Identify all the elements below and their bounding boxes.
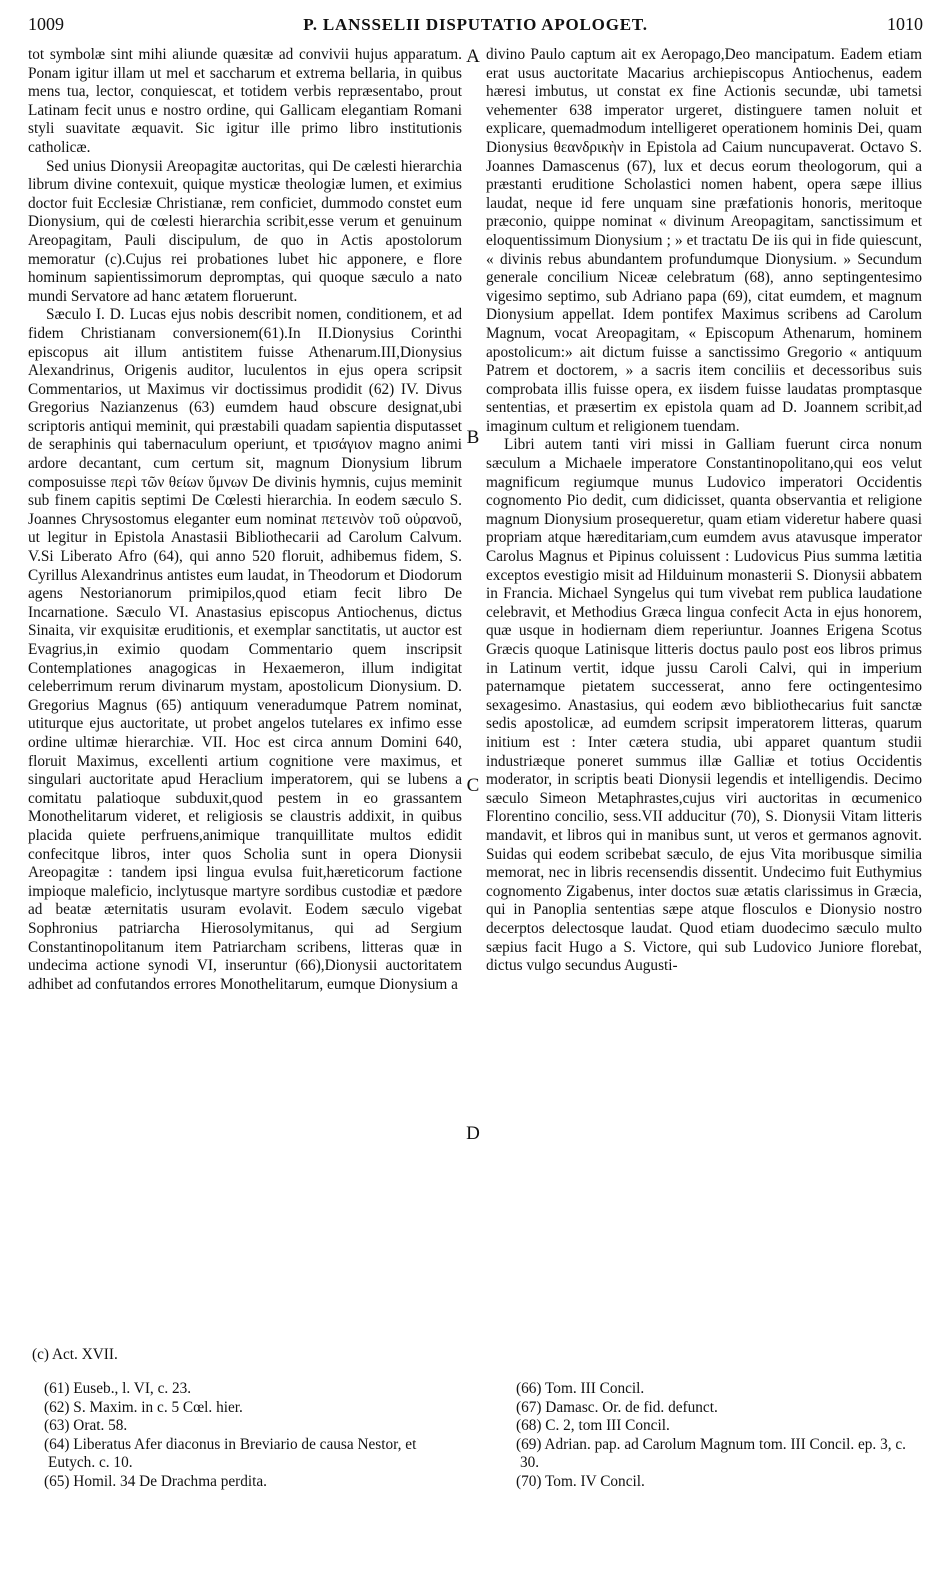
paragraph: divino Paulo captum ait ex Aeropago,Deo mancipatum. Eadem etiam erat usus auctoritate Macarius archiepiscopus Antiochenus, eadem hæresi imbutus, ut constat ex fine Actionis secundæ, ubi tametsi vehementer 638 imperator urgeret, distinguere tamen noluit et explicare, quemadmodum intelligeret operationem hominis Dei, quam Dionysius θεανδρικὴν in Epistola ad Caium nuncupaverat. Octavo S. Joannes Damascenus (67), lux et decus eorum theologorum, qui a præstanti eruditione Scholastici nomen habent, opera sæpe illius laudat, neque id fere unquam sine præfationis honoris, meritoque præconio, quippe nominat « divinum Areopagitam, sanctissimum et eloquentissimum Dionysium ; » et tractatu De iis qui in fide quiescunt, « divinis rebus abundantem profundumque Dionysium. » Secundum generale concilium Niceæ celebratum (68), anno septingentesimo vigesimo septimo, sub Adriano papa (69), citat eumdem, et magnum Dionysium appellat. Idem pontifex Maximus scribens ad Carolum Magnum, vocat Areopagitam, « Episcopum Athenarum, hominem apostolicum:» ait dictum fuisse a sanctissimo Gregorio « antiquum Patrem et doctorem, » a sacris item conciliis et decessoribus suis comprobata illis fuisse opera, ex iisdem fuisse laudatas promptasque sententias, et præsertim ex epistola quam ad D. Joannem scribit,ad imaginum cultum et religionem tuendam. [486,46,922,435]
paragraph: Sed unius Dionysii Areopagitæ auctoritas, qui De cælesti hierarchia librum divine contexuit, quique mysticæ theologiæ lumen, et eximius doctor fuit Ecclesiæ Christianæ, rem conficiet, dummodo constet eum Dionysium, qui de cœlesti hierarchia scribit,esse verum et genuinum Areopagitam, Pauli discipulum, de quo in Actis apostolorum memoratur (c).Cujus rei probationes lubet hic apponere, e flore hominum sapientissimorum depromptas, qui quoque sæculo a nato mundi Servatore ad hanc ætatem floruerunt. [28,157,462,305]
marginal-note-c: (c) Act. XVII. [32,1346,118,1363]
footnote: (68) C. 2, tom III Concil. [516,1417,670,1435]
page-number-right: 1010 [887,14,923,34]
column-marker-a: A [466,46,480,67]
paragraph: Sæculo I. D. Lucas ejus nobis describit nomen, conditionem, et ad fidem Christianam conversionem(61).In II.Dionysius Corinthi episcopus ait illum antistitem fuisse Athenarum.III,Dionysius Alexandrinus, Origenis auditor, luculentos in ejus opera scripsit Commentarios, ut Maximus vir doctissimus prodidit (62) IV. Divus Gregorius Nazianzenus (63) eumdem haud obscure designat,ubi scriptoris antiqui meminit, qui præstabili quadam sapientia disputasset de seraphinis qui tabernaculum operiunt, et τρισάγιον magno animi ardore decantant, cum certum sit, magnum Dionysium librum composuisse περὶ τῶν θείων ὕμνων De divinis hymnis, cujus meminit sub finem capitis septimi De Cœlesti hierarchia. In eodem sæculo S. Joannes Chrysostomus eleganter eum nominat πετεινὸν τοῦ οὐρανοῦ, ut legitur in Epistola Anastasii Bibliothecarii ad Carolum Calvum. V.Si Liberato Afro (64), qui anno 520 floruit, adhibemus fidem, S. Cyrillus Alexandrinus antistes eum laudat, in Theodorum et Diodorum agens Nestorianorum primipilos,quod etiam fecit libro De Incarnatione. Sæculo VI. Anastasius episcopus Antiochenus, dictus Sinaita, vir exquisitæ eruditionis, et exemplar sanctitatis, ut auctor est Evagrius,in eximio quodam Commentario quem inscripsit Contemplationes anagogicas in Hexaemeron, illum indigitat celeberrimum rerum divinarum mystam, apostolicum Dionysium. D. Gregorius Magnus (65) antiquum veneradumque Patrem nominat, utiturque ejus auctoritate, ut probet angelos tutelares ex infimo esse ordine ultimæ hierarchiæ. VII. Hoc est circa annum Domini 640, floruit Maximus, excellenti artium cognitione vere maximus, et singulari auctoritate apud Heraclium imperatorem, qui se lubens a comitatu palatioque subduxit,quod pestem in eo grassantem Monothelitarum videret, et religiosis se claustris addixit, in quibus placida quiete perfruens,animique tranquillitate multos edidit confecitque libros, inter quos Scholia sunt in opera Dionysii Areopagitæ : tandem ipsi lingua evulsa fuit,hæreticorum factione impioque maleficio, inclytusque martyre sordibus custodiæ et pædore ad beatæ æternitatis usuram evolavit. Eodem sæculo vigebat Sophronius patriarcha Hierosolymitanus, qui ad Sergium Constantinopolitanum item Patriarcham scribens, litteras quæ in undecima actione synodi VI, inseruntur (66),Dionysii auctoritatem adhibet ad confutandos errores Monothelitarum, eumque Dionysium a [28,306,462,993]
footnote: (62) S. Maxim. in c. 5 Cœl. hier. [44,1398,243,1416]
column-marker-d: D [466,1123,480,1144]
column-marker-c: C [466,775,480,796]
paragraph: tot symbolæ sint mihi aliunde quæsitæ ad convivii hujus apparatum. Ponam igitur illam ut mel et saccharum et extrema bellaria, in quibus mens tua, lector, conquiescat, et totidem verbis repræsentabo, prout Latinam fecit unus e nostro ordine, qui Gallicam elegantiam Romani styli suavitate æquavit. Sic igitur ille primo libro institutionis catholicæ. [28,46,462,156]
paragraph: Libri autem tanti viri missi in Galliam fuerunt circa nonum sæculum a Michaele imperatore Constantinopolitano,qui eos velut magnificum regiumque munus Ludovico imperatori Occidentis cognomento Pio dedit, cum didicisset, quanta observantia et religione magnum Dionysium prosequeretur, quam etiam videretur habere quasi propriam atque hæreditariam,cum eumdem avus atavusque imperator Carolus Magnus et Pipinus coluissent : Ludovicus Pius summa lætitia exceptos evestigio misit ad Hilduinum monasterii S. Dionysii abbatem in Francia. Michael Syngelus qui tum vivebat rem publica laudatione celebravit, et Methodius Græca lingua confecit Acta in ejus honorem, quæ usque in hodiernam diem reperiuntur. Joannes Erigena Scotus Græcis quoque Latinisque litteris doctus paulo post eos libros primus in Latinum vertit, idque jussu Caroli Calvi, qui in imperium paternamque pietatem successerat, anno fere octingentesimo sexagesimo. Anastasius, qui eodem ævo bibliothecarius fuit sanctæ sedis apostolicæ, ad eumdem scripsit imperatorem litteras, quarum initium est : Inter cætera studia, ubi apparet quantum studii industriæque poneret summus illæ Galliæ et totius Occidentis moderator, in scriptis beati Dionysii legendis et intelligendis. Decimo sæculo Simeon Metaphrastes,cujus viri auctoritas in œcumenico Florentino concilio, sess.VII adducitur (70), S. Dionysii Vitam litteris mandavit, et libros qui in manibus sunt, ut veros et germanos agnovit. Suidas qui eodem scribebat sæculo, de ejus Vita moribusque similia memorat, nec in libris recensendis dissentit. Undecimo fuit Euthymius cognomento Zigabenus, inter doctos suæ ætatis clarissimus in Græcia, qui in Panoplia sententias sæpe atque flosculos e Dionysio nostro decerptos delectosque laudat. Quod etiam duodecimo sæculo multo sæpius facit Hugo a S. Victore, qui sub Ludovico Juniore florebat, dictus vulgo secundus Augusti- [486,436,922,975]
running-header [28,14,923,36]
running-title: P. LANSSELII DISPUTATIO APOLOGET. [303,15,648,34]
footnote: (67) Damasc. Or. de fid. defunct. [516,1398,718,1416]
footnotes-left [30,1380,450,1492]
footnote: (66) Tom. III Concil. [516,1380,645,1397]
right-column [486,46,922,976]
footnotes-right [502,1380,922,1492]
footnote: (69) Adrian. pap. ad Carolum Magnum tom. III Concil. ep. 3, c. 30. [516,1435,906,1472]
footnote: (61) Euseb., l. VI, c. 23. [44,1380,192,1397]
left-column [28,46,462,994]
column-marker-b: B [466,427,480,448]
footnote: (63) Orat. 58. [44,1417,128,1435]
page-number-left: 1009 [28,14,64,34]
footnote: (70) Tom. IV Concil. [516,1472,645,1490]
footnote: (64) Liberatus Afer diaconus in Breviario de causa Nestor, et Eutych. c. 10. [44,1435,417,1472]
footnote: (65) Homil. 34 De Drachma perdita. [44,1472,268,1490]
